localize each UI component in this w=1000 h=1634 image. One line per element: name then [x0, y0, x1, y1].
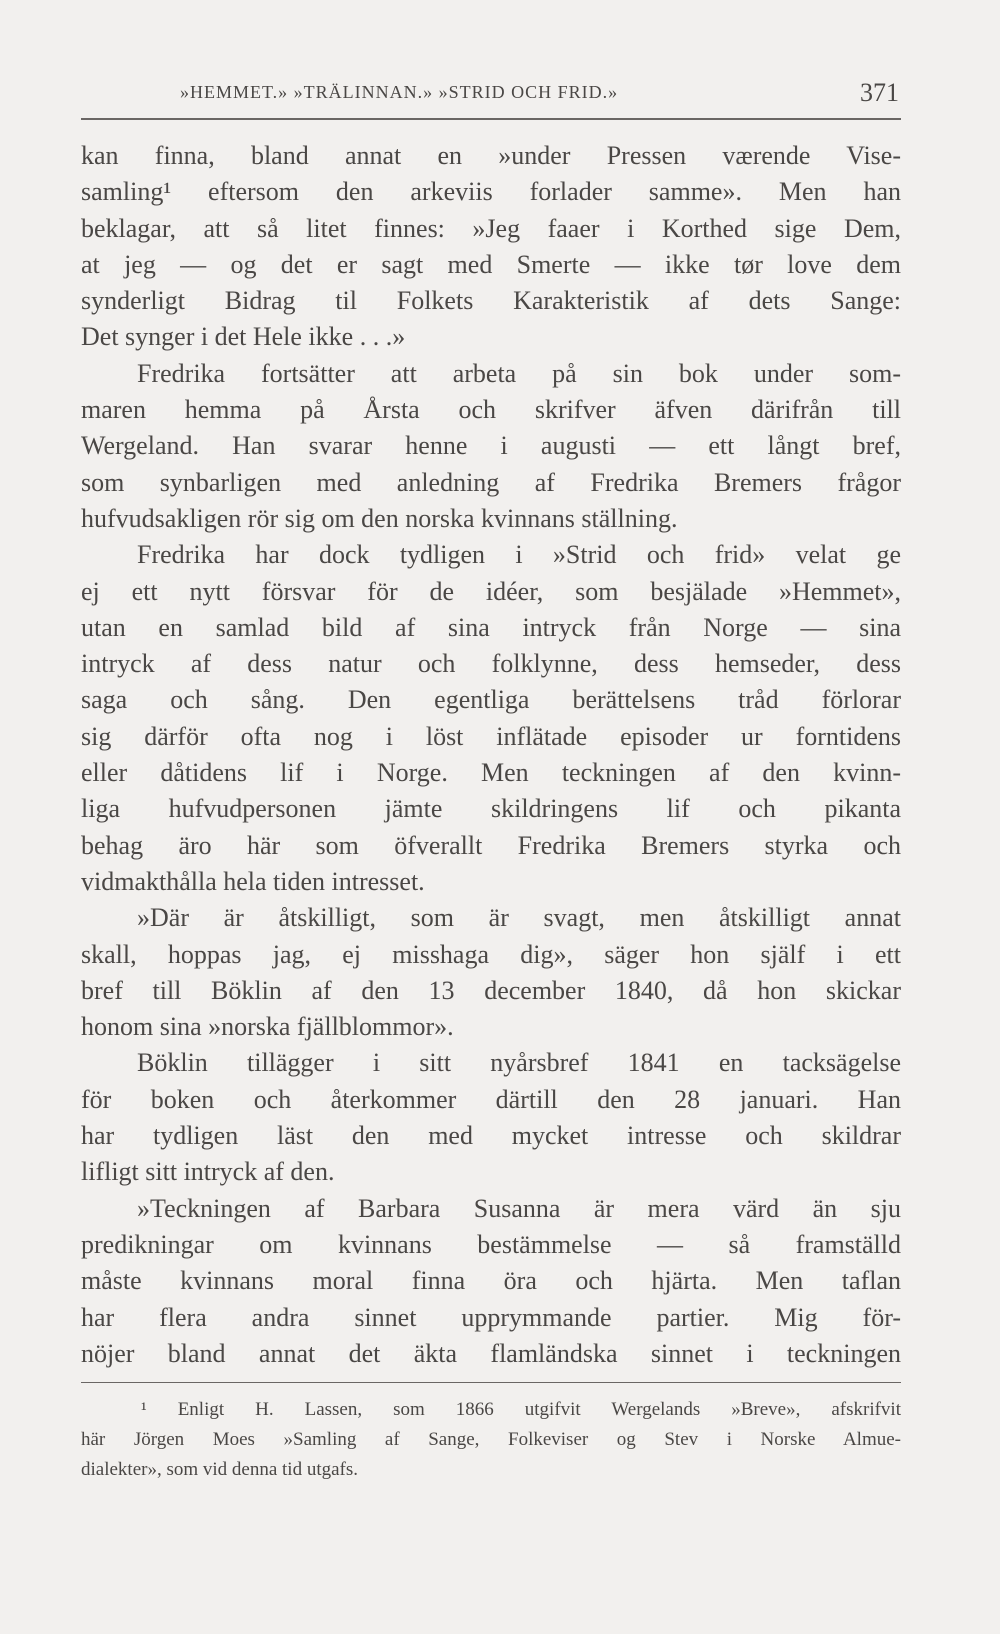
text-line: vidmakthålla hela tiden intresset. — [81, 866, 425, 896]
text-line: predikningar om kvinnans bestämmelse — så framställd — [81, 1229, 901, 1259]
text-line: bref till Böklin af den 13 december 1840, då hon skickar — [81, 975, 901, 1005]
text-line: nöjer bland annat det äkta flamländska sinnet i teckningen — [81, 1338, 901, 1368]
text-line: har flera andra sinnet upprymmande partier. Mig för- — [81, 1302, 901, 1332]
text-line: liga hufvudpersonen jämte skildringens lif och pikanta — [81, 794, 901, 824]
text-line: lifligt sitt intryck af den. — [81, 1157, 335, 1187]
text-line: at jeg — og det er sagt med Smerte — ikke tør love dem — [81, 249, 901, 279]
body-text — [81, 138, 901, 1372]
text-line: beklagar, att så litet finnes: »Jeg faaer i Korthed sige Dem, — [81, 213, 901, 243]
text-line: Fredrika har dock tydligen i »Strid och frid» velat ge — [137, 540, 901, 570]
text-line: samling¹ eftersom den arkeviis forlader samme». Men han — [81, 177, 901, 207]
text-line: har tydligen läst den med mycket intresse och skildrar — [81, 1121, 901, 1151]
book-page — [81, 74, 901, 1485]
footnote-line: dialekter», som vid denna tid utgafs. — [81, 1459, 359, 1481]
text-line: eller dåtidens lif i Norge. Men teckningen af den kvinn- — [81, 758, 901, 788]
text-line: som synbarligen med anledning af Fredrika Bremers frågor — [81, 467, 901, 497]
page-number: 371 — [860, 78, 899, 107]
text-line: saga och sång. Den egentliga berättelsens tråd förlorar — [81, 685, 901, 715]
text-line: utan en samlad bild af sina intryck från Norge — sina — [81, 612, 901, 642]
text-line: honom sina »norska fjällblommor». — [81, 1012, 454, 1042]
header-rule — [81, 118, 901, 120]
running-title: »HEMMET.» »TRÄLINNAN.» »STRID OCH FRID.» — [180, 82, 619, 102]
footnote-line: här Jörgen Moes »Samling af Sange, Folkeviser og Stev i Norske Almue- — [81, 1429, 901, 1451]
text-line: skall, hoppas jag, ej misshaga dig», säger hon själf i ett — [81, 939, 901, 969]
text-line: hufvudsakligen rör sig om den norska kvinnans ställning. — [81, 503, 678, 533]
text-line: »Där är åtskilligt, som är svagt, men åtskilligt annat — [137, 903, 901, 933]
text-line: Fredrika fortsätter att arbeta på sin bok under som- — [137, 358, 901, 388]
text-line: »Teckningen af Barbara Susanna är mera värd än sju — [137, 1193, 901, 1223]
text-line: ej ett nytt försvar för de idéer, som besjälade »Hemmet», — [81, 576, 901, 606]
footnotes — [81, 1395, 901, 1485]
running-header — [81, 74, 901, 112]
text-line: intryck af dess natur och folklynne, dess hemseder, dess — [81, 649, 901, 679]
text-line: Böklin tillägger i sitt nyårsbref 1841 en tacksägelse — [137, 1048, 901, 1078]
text-line: sig därför ofta nog i löst inflätade episoder ur forntidens — [81, 721, 901, 751]
text-line: maren hemma på Årsta och skrifver äfven därifrån till — [81, 395, 901, 425]
text-line: måste kvinnans moral finna öra och hjärta. Men taflan — [81, 1266, 901, 1296]
text-line: synderligt Bidrag til Folkets Karakteristik af dets Sange: — [81, 286, 901, 316]
text-line: Det synger i det Hele ikke . . .» — [81, 322, 406, 352]
footnote-line: ¹ Enligt H. Lassen, som 1866 utgifvit Wergelands »Breve», afskrifvit — [141, 1399, 901, 1421]
text-line: Wergeland. Han svarar henne i augusti — ett långt bref, — [81, 431, 901, 461]
text-line: kan finna, bland annat en »under Pressen værende Vise- — [81, 141, 901, 170]
footnote-rule — [81, 1382, 901, 1383]
text-line: behag äro här som öfverallt Fredrika Bremers styrka och — [81, 830, 901, 860]
text-line: för boken och återkommer därtill den 28 januari. Han — [81, 1084, 901, 1114]
